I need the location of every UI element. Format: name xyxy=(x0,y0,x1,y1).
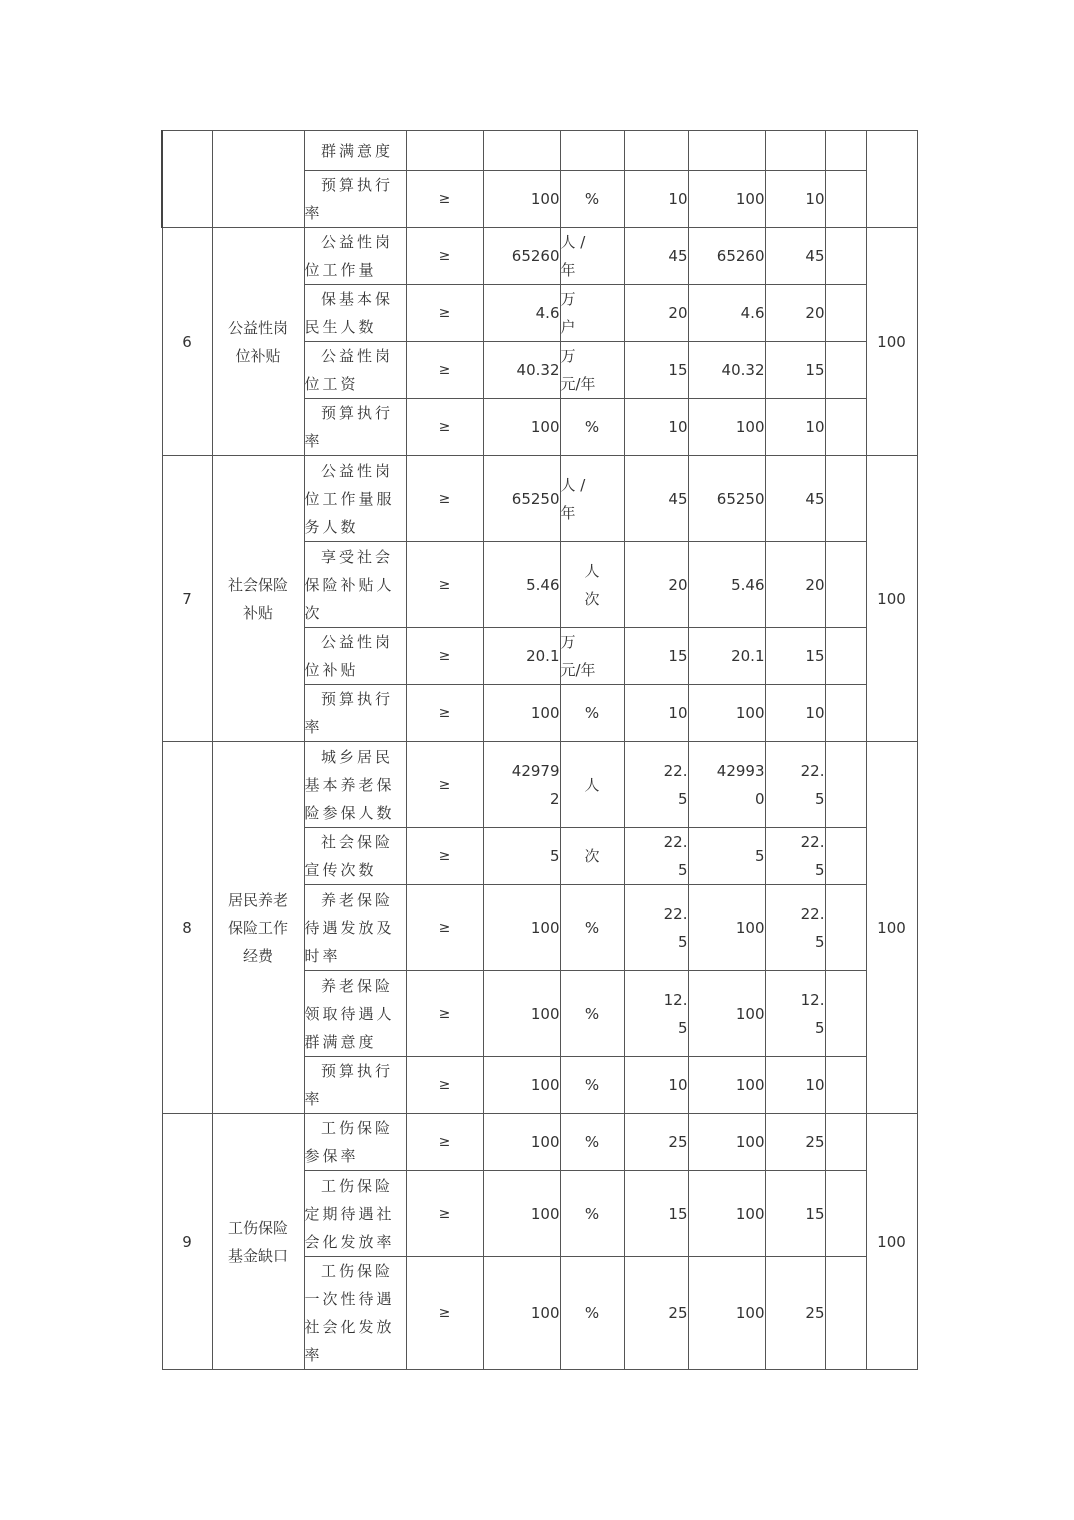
indicator-text: 预算执行 率 xyxy=(304,176,394,222)
target-value-cell: 100 xyxy=(483,971,560,1057)
unit-text: 人 xyxy=(584,775,600,794)
row-number-cell xyxy=(162,131,212,228)
remark-cell xyxy=(825,399,866,456)
remark-cell xyxy=(825,342,866,399)
score-cell: 12. 5 xyxy=(765,971,825,1057)
weight-cell: 10 xyxy=(624,1057,688,1114)
unit-cell xyxy=(560,228,624,285)
operator-cell: ≥ xyxy=(406,742,483,828)
operator-cell: ≥ xyxy=(406,171,483,228)
table-row xyxy=(162,1114,917,1171)
target-value-cell: 5 xyxy=(483,828,560,885)
target-value-cell: 100 xyxy=(483,171,560,228)
unit-cell xyxy=(560,542,624,628)
score-cell: 25 xyxy=(765,1114,825,1171)
remark-cell xyxy=(825,285,866,342)
total-score-cell: 100 xyxy=(866,742,917,1114)
indicator-text: 养老保险 领取待遇人 群满意度 xyxy=(304,976,395,1051)
target-value-cell: 65260 xyxy=(483,228,560,285)
indicator-cell xyxy=(304,628,406,685)
operator-cell: ≥ xyxy=(406,342,483,399)
unit-cell xyxy=(560,1257,624,1370)
indicator-text: 工伤保险 定期待遇社 会化发放率 xyxy=(304,1176,395,1251)
actual-value-cell: 100 xyxy=(688,1057,765,1114)
indicator-cell xyxy=(304,171,406,228)
operator-cell: ≥ xyxy=(406,685,483,742)
unit-text: 万 户 xyxy=(560,290,576,336)
row-number-cell: 7 xyxy=(162,456,212,742)
weight-cell: 22. 5 xyxy=(624,885,688,971)
score-cell: 45 xyxy=(765,456,825,542)
performance-table xyxy=(161,130,918,1370)
weight-cell: 10 xyxy=(624,171,688,228)
weight-cell: 15 xyxy=(624,1171,688,1257)
unit-cell xyxy=(560,971,624,1057)
score-cell xyxy=(765,131,825,171)
score-cell: 15 xyxy=(765,628,825,685)
operator-cell: ≥ xyxy=(406,285,483,342)
remark-cell xyxy=(825,131,866,171)
actual-value-cell: 42993 0 xyxy=(688,742,765,828)
project-name-text: 工伤保险 基金缺口 xyxy=(227,1218,288,1265)
total-score-cell: 100 xyxy=(866,456,917,742)
actual-value-cell: 100 xyxy=(688,885,765,971)
unit-text: % xyxy=(584,1133,600,1151)
unit-text: % xyxy=(584,1204,600,1223)
score-cell: 22. 5 xyxy=(765,828,825,885)
remark-cell xyxy=(825,542,866,628)
remark-cell xyxy=(825,828,866,885)
indicator-text: 公益性岗 位工资 xyxy=(304,347,394,393)
indicator-text: 享受社会 保险补贴人 次 xyxy=(304,547,395,622)
operator-cell: ≥ xyxy=(406,1257,483,1370)
remark-cell xyxy=(825,228,866,285)
unit-cell xyxy=(560,1171,624,1257)
unit-text: % xyxy=(584,1004,600,1023)
operator-cell: ≥ xyxy=(406,456,483,542)
actual-value-cell: 5 xyxy=(688,828,765,885)
unit-cell xyxy=(560,1057,624,1114)
unit-text: % xyxy=(584,1076,600,1094)
operator-cell: ≥ xyxy=(406,628,483,685)
indicator-text: 公益性岗 位工作量 xyxy=(304,233,394,279)
indicator-text: 养老保险 待遇发放及 时率 xyxy=(304,890,395,965)
weight-cell: 15 xyxy=(624,342,688,399)
weight-cell xyxy=(624,131,688,171)
table-row xyxy=(162,228,917,285)
total-score-cell: 100 xyxy=(866,1114,917,1370)
project-name-text: 公益性岗 位补贴 xyxy=(227,318,288,365)
unit-cell xyxy=(560,628,624,685)
row-number-cell: 9 xyxy=(162,1114,212,1370)
indicator-text: 公益性岗 位工作量服 务人数 xyxy=(304,461,395,536)
operator-cell: ≥ xyxy=(406,1171,483,1257)
unit-cell xyxy=(560,285,624,342)
unit-text: % xyxy=(584,704,600,722)
score-cell: 10 xyxy=(765,171,825,228)
actual-value-cell: 65260 xyxy=(688,228,765,285)
unit-text: % xyxy=(584,190,600,208)
row-number-cell: 6 xyxy=(162,228,212,456)
unit-text: % xyxy=(584,918,600,937)
indicator-text: 公益性岗 位补贴 xyxy=(304,633,394,679)
actual-value-cell: 100 xyxy=(688,399,765,456)
unit-cell xyxy=(560,828,624,885)
target-value-cell: 4.6 xyxy=(483,285,560,342)
target-value-cell: 100 xyxy=(483,1114,560,1171)
score-cell: 22. 5 xyxy=(765,742,825,828)
indicator-text: 预算执行 率 xyxy=(304,1062,394,1108)
operator-cell: ≥ xyxy=(406,228,483,285)
indicator-cell xyxy=(304,456,406,542)
target-value-cell: 5.46 xyxy=(483,542,560,628)
actual-value-cell: 100 xyxy=(688,685,765,742)
unit-text: 人 / 年 xyxy=(560,233,586,279)
remark-cell xyxy=(825,1057,866,1114)
unit-text: 人 次 xyxy=(584,561,600,608)
operator-cell: ≥ xyxy=(406,971,483,1057)
project-name-cell xyxy=(212,1114,304,1370)
actual-value-cell: 40.32 xyxy=(688,342,765,399)
row-number-cell: 8 xyxy=(162,742,212,1114)
target-value-cell: 20.1 xyxy=(483,628,560,685)
indicator-cell xyxy=(304,399,406,456)
unit-cell xyxy=(560,885,624,971)
operator-cell: ≥ xyxy=(406,399,483,456)
actual-value-cell: 65250 xyxy=(688,456,765,542)
target-value-cell: 100 xyxy=(483,1057,560,1114)
unit-cell xyxy=(560,131,624,171)
unit-cell xyxy=(560,456,624,542)
weight-cell: 22. 5 xyxy=(624,742,688,828)
target-value-cell: 42979 2 xyxy=(483,742,560,828)
remark-cell xyxy=(825,685,866,742)
indicator-cell xyxy=(304,1257,406,1370)
indicator-text: 预算执行 率 xyxy=(304,690,394,736)
indicator-cell xyxy=(304,1114,406,1171)
remark-cell xyxy=(825,628,866,685)
indicator-cell xyxy=(304,285,406,342)
target-value-cell: 100 xyxy=(483,1171,560,1257)
target-value-cell: 40.32 xyxy=(483,342,560,399)
weight-cell: 10 xyxy=(624,399,688,456)
score-cell: 20 xyxy=(765,542,825,628)
indicator-cell xyxy=(304,885,406,971)
project-name-cell xyxy=(212,131,304,228)
indicator-cell xyxy=(304,1171,406,1257)
unit-text: 万 元/年 xyxy=(560,347,596,393)
unit-cell xyxy=(560,342,624,399)
table-row xyxy=(162,742,917,828)
score-cell: 22. 5 xyxy=(765,885,825,971)
weight-cell: 20 xyxy=(624,542,688,628)
actual-value-cell: 100 xyxy=(688,1257,765,1370)
unit-cell xyxy=(560,1114,624,1171)
remark-cell xyxy=(825,885,866,971)
operator-cell: ≥ xyxy=(406,1057,483,1114)
unit-cell xyxy=(560,399,624,456)
target-value-cell: 100 xyxy=(483,885,560,971)
unit-text: % xyxy=(584,1304,600,1322)
actual-value-cell: 100 xyxy=(688,971,765,1057)
actual-value-cell xyxy=(688,131,765,171)
weight-cell: 45 xyxy=(624,456,688,542)
indicator-cell xyxy=(304,542,406,628)
unit-cell xyxy=(560,171,624,228)
actual-value-cell: 100 xyxy=(688,171,765,228)
project-name-text: 居民养老 保险工作 经费 xyxy=(227,890,288,965)
remark-cell xyxy=(825,1171,866,1257)
project-name-cell xyxy=(212,456,304,742)
score-cell: 25 xyxy=(765,1257,825,1370)
actual-value-cell: 5.46 xyxy=(688,542,765,628)
remark-cell xyxy=(825,171,866,228)
unit-text: 人 / 年 xyxy=(560,475,586,522)
indicator-cell xyxy=(304,342,406,399)
remark-cell xyxy=(825,1114,866,1171)
total-score-cell xyxy=(866,131,917,228)
actual-value-cell: 100 xyxy=(688,1171,765,1257)
operator-cell: ≥ xyxy=(406,828,483,885)
weight-cell: 22. 5 xyxy=(624,828,688,885)
indicator-cell xyxy=(304,685,406,742)
remark-cell xyxy=(825,456,866,542)
indicator-cell xyxy=(304,228,406,285)
weight-cell: 15 xyxy=(624,628,688,685)
target-value-cell: 100 xyxy=(483,1257,560,1370)
weight-cell: 12. 5 xyxy=(624,971,688,1057)
indicator-text: 城乡居民 基本养老保 险参保人数 xyxy=(304,747,395,822)
project-name-cell xyxy=(212,228,304,456)
remark-cell xyxy=(825,742,866,828)
actual-value-cell: 20.1 xyxy=(688,628,765,685)
score-cell: 10 xyxy=(765,1057,825,1114)
table-row xyxy=(162,456,917,542)
indicator-cell xyxy=(304,971,406,1057)
score-cell: 10 xyxy=(765,685,825,742)
target-value-cell: 100 xyxy=(483,685,560,742)
target-value-cell xyxy=(483,131,560,171)
indicator-cell xyxy=(304,131,406,171)
score-cell: 10 xyxy=(765,399,825,456)
score-cell: 45 xyxy=(765,228,825,285)
indicator-text: 群满意度 xyxy=(321,141,394,160)
remark-cell xyxy=(825,971,866,1057)
unit-cell xyxy=(560,685,624,742)
operator-cell: ≥ xyxy=(406,885,483,971)
indicator-text: 社会保险 宣传次数 xyxy=(304,833,394,879)
unit-text: 次 xyxy=(584,847,600,865)
unit-cell xyxy=(560,742,624,828)
indicator-text: 预算执行 率 xyxy=(304,404,394,450)
score-cell: 15 xyxy=(765,1171,825,1257)
table-row xyxy=(162,131,917,171)
operator-cell xyxy=(406,131,483,171)
score-cell: 15 xyxy=(765,342,825,399)
indicator-cell xyxy=(304,742,406,828)
score-cell: 20 xyxy=(765,285,825,342)
actual-value-cell: 4.6 xyxy=(688,285,765,342)
project-name-text: 社会保险 补贴 xyxy=(227,575,288,622)
unit-text: % xyxy=(584,418,600,436)
indicator-text: 工伤保险 一次性待遇 社会化发放 率 xyxy=(304,1262,395,1364)
remark-cell xyxy=(825,1257,866,1370)
weight-cell: 45 xyxy=(624,228,688,285)
indicator-text: 保基本保 民生人数 xyxy=(304,290,394,336)
target-value-cell: 65250 xyxy=(483,456,560,542)
indicator-cell xyxy=(304,828,406,885)
operator-cell: ≥ xyxy=(406,1114,483,1171)
project-name-cell xyxy=(212,742,304,1114)
indicator-text: 工伤保险 参保率 xyxy=(304,1119,394,1165)
target-value-cell: 100 xyxy=(483,399,560,456)
weight-cell: 20 xyxy=(624,285,688,342)
actual-value-cell: 100 xyxy=(688,1114,765,1171)
indicator-cell xyxy=(304,1057,406,1114)
operator-cell: ≥ xyxy=(406,542,483,628)
weight-cell: 10 xyxy=(624,685,688,742)
total-score-cell: 100 xyxy=(866,228,917,456)
unit-text: 万 元/年 xyxy=(560,633,596,679)
weight-cell: 25 xyxy=(624,1114,688,1171)
weight-cell: 25 xyxy=(624,1257,688,1370)
